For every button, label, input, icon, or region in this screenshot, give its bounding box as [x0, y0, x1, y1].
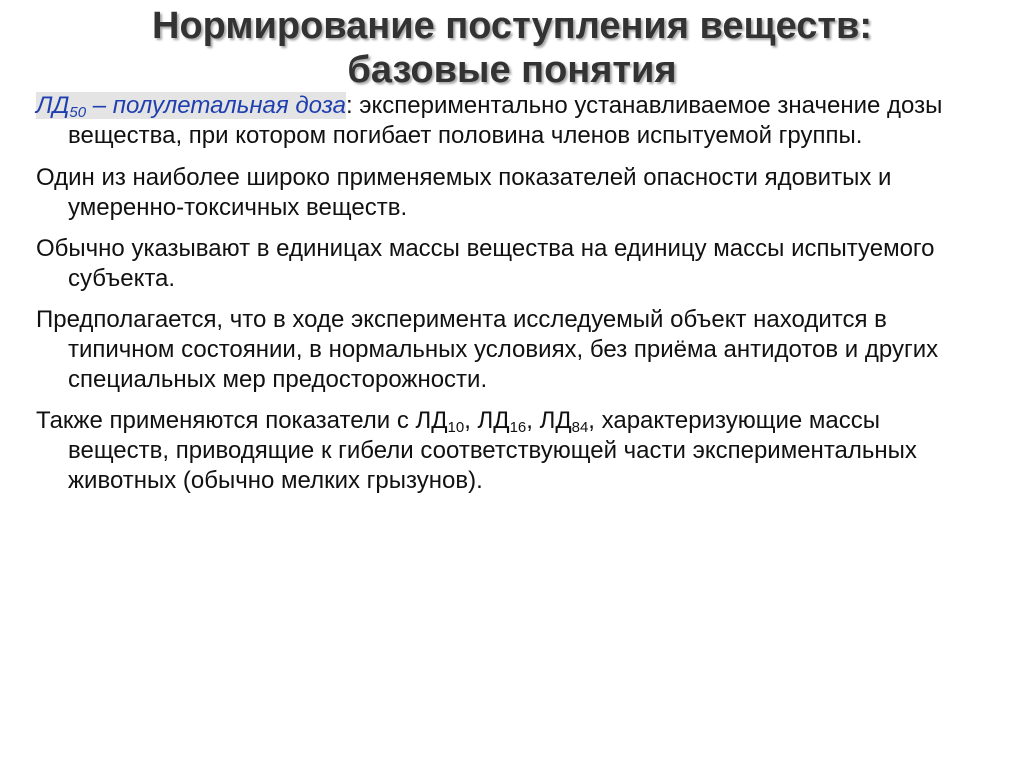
slide-title	[60, 4, 964, 92]
ld84-prefix: ЛД	[539, 407, 572, 434]
paragraph-other-indicators	[36, 406, 976, 496]
term-prefix: ЛД	[36, 92, 70, 119]
para5-sep1: ,	[464, 407, 478, 434]
title-line-1: Нормирование поступления веществ:	[152, 5, 872, 47]
title-line-2: базовые понятия	[347, 49, 677, 91]
ld84-subscript: 84	[571, 419, 589, 436]
slide-body	[36, 91, 976, 507]
para5-rest: , характеризующие массы веществ, приводящие к гибели соответствующей части экспериментальных животных (обычно мелких грызунов).	[68, 407, 917, 494]
paragraph-usage: Один из наиболее широко применяемых показателей опасности ядовитых и умеренно-токсичных веществ.	[36, 164, 892, 221]
para5-intro: Также применяются показатели с	[36, 407, 416, 434]
ld10-prefix: ЛД	[415, 407, 448, 434]
paragraph-units: Обычно указывают в единицах массы вещества на единицу массы испытуемого субъекта.	[36, 235, 935, 292]
definition-text: : экспериментально устанавливаемое значение дозы вещества, при котором погибает половина членов испытуемой группы.	[68, 92, 943, 149]
ld10-subscript: 10	[447, 419, 465, 436]
definition-paragraph	[36, 91, 976, 151]
paragraph-conditions: Предполагается, что в ходе эксперимента исследуемый объект находится в типичном состоянии, в нормальных условиях, без приёма антидотов и других специальных мер предосторожности.	[36, 306, 939, 393]
term-subscript: 50	[69, 104, 87, 121]
ld50-term	[36, 92, 346, 119]
term-rest: – полулетальная доза	[86, 92, 346, 119]
ld16-subscript: 16	[509, 419, 527, 436]
para5-sep2: ,	[526, 407, 540, 434]
ld16-prefix: ЛД	[477, 407, 510, 434]
